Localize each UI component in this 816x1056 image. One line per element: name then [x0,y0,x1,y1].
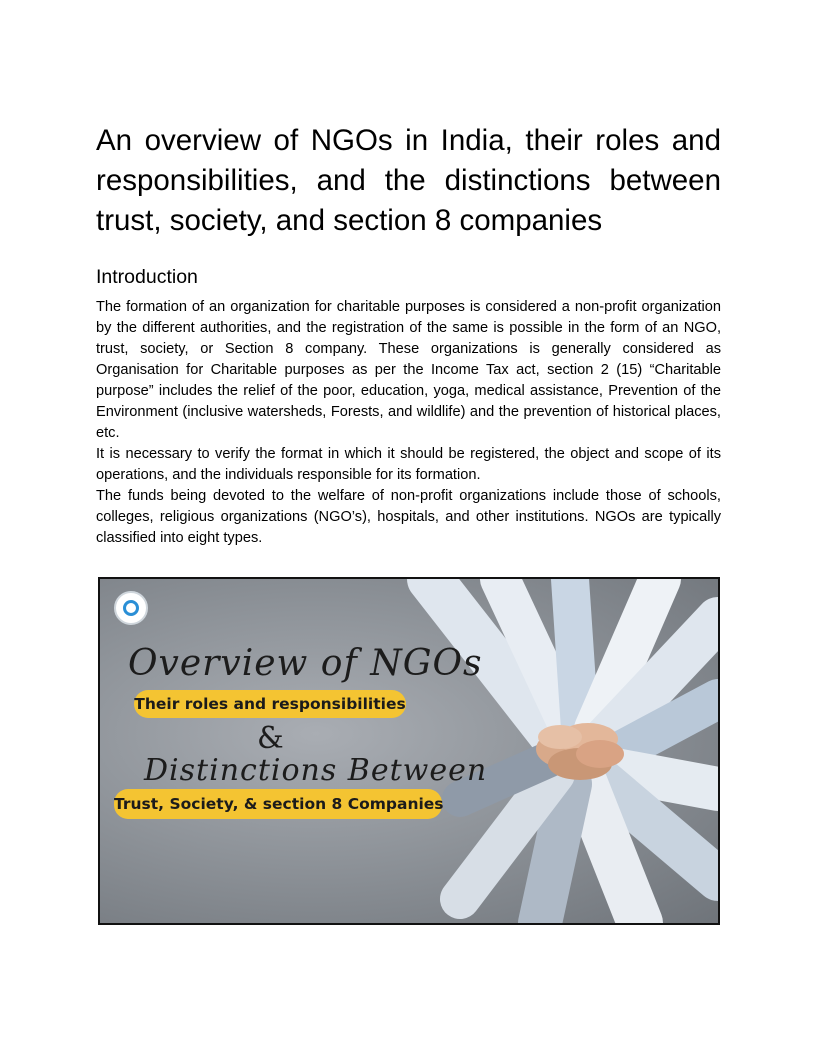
brand-logo-icon [114,591,148,625]
paragraph-1: The formation of an organization for charitable purposes is considered a non-profit organization by the different authorities, and the registration of the same is possible in the form of an NGO, trust, society, or Section 8 company. These organizations is generally considered as Organisation for Charitable purposes as per the Income Tax act, section 2 (15) “Charitable purpose” includes the relief of the poor, education, yoga, medical assistance, Prevention of the Environment (inclusive watersheds, Forests, and wildlife) and the prevention of historical places, etc. [96,299,721,441]
stacked-hands-illustration [100,579,718,923]
banner-ampersand: & [257,721,284,756]
section-heading-introduction: Introduction [96,266,198,288]
paragraph-3: The funds being devoted to the welfare of non-profit organizations include those of schools, colleges, religious organizations (NGO’s), hospitals, and other institutions. NGOs are typically classified into eight types. [96,488,721,546]
document-body [96,121,721,549]
banner-pill-entities: Trust, Society, & section 8 Companies [114,789,442,819]
banner-image [98,577,720,925]
document-title: An overview of NGOs in India, their roles and responsibilities, and the distinctions between trust, society, and section 8 companies [96,124,721,237]
banner-heading-overview: Overview of NGOs [128,643,483,684]
banner-pill-roles: Their roles and responsibilities [134,690,406,718]
banner-heading-distinctions: Distinctions Between [144,753,488,788]
paragraph-2: It is necessary to verify the format in which it should be registered, the object and scope of its operations, and the individuals responsible for its formation. [96,446,721,483]
